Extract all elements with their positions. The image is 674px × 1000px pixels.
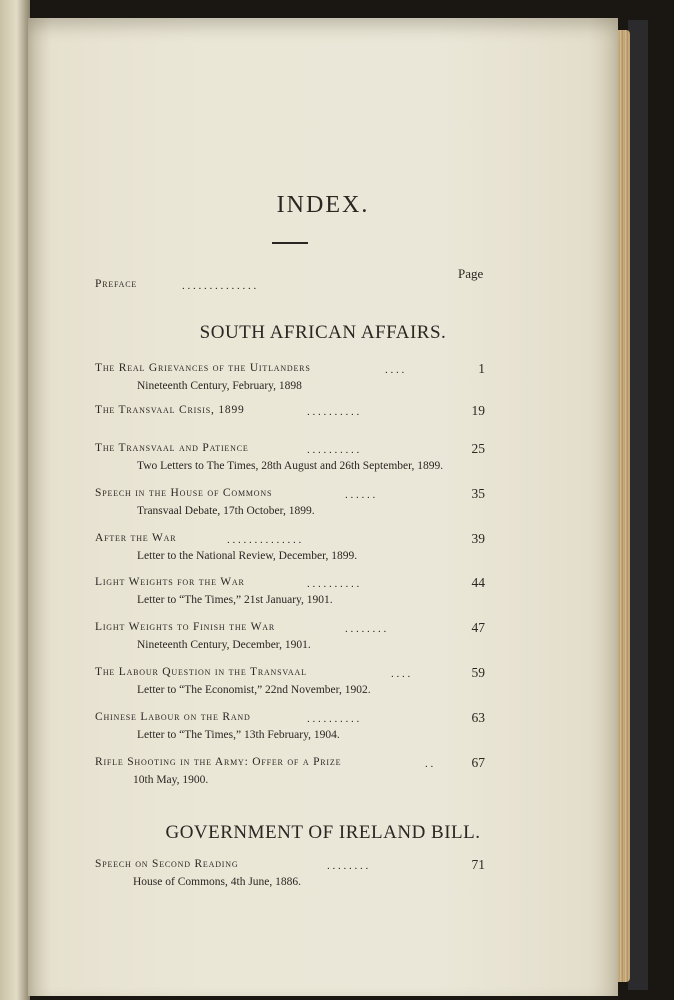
dot-leader: . . . . . . . . . . (307, 713, 360, 725)
entry-page-number: 1 (478, 361, 485, 376)
entry-page-number: 19 (471, 403, 485, 418)
entry-title: Light Weights for the War (95, 576, 245, 588)
dot-leader: . . . . . . . . (327, 860, 369, 872)
entry-page-number: 67 (471, 755, 485, 770)
entry-title: Chinese Labour on the Rand (95, 711, 251, 723)
entry-title: Light Weights to Finish the War (95, 621, 275, 633)
entry-subtitle: Letter to “The Economist,” 22nd November, 1902. (137, 684, 371, 696)
dot-leader: . . . . . . . . (345, 623, 387, 635)
left-page-edge (0, 0, 30, 1000)
entry-title: The Real Grievances of the Uitlanders (95, 362, 311, 374)
entry-page-number: 47 (471, 620, 485, 635)
entry-title: The Transvaal Crisis, 1899 (95, 404, 245, 416)
entry-title: Speech on Second Reading (95, 858, 239, 870)
entry-subtitle: Letter to the National Review, December, 1899. (137, 550, 358, 562)
entry-page-number: 35 (471, 486, 485, 501)
dot-leader: . . . . . . (345, 489, 376, 501)
title-rule (272, 242, 308, 244)
entry-subtitle: Nineteenth Century, February, 1898 (137, 380, 302, 392)
entry-title: The Transvaal and Patience (95, 442, 249, 454)
entry-subtitle: Letter to “The Times,” 13th February, 1904. (137, 729, 340, 741)
section-heading-south-african-affairs: SOUTH AFRICAN AFFAIRS. (199, 322, 447, 343)
dot-leader: . . . . . . . . . . (307, 578, 360, 590)
dot-leader: . . . . . . . . . . . . . . (182, 280, 257, 292)
entry-page-number: 39 (471, 531, 485, 546)
entry-page-number: 63 (471, 710, 485, 725)
dot-leader: . . . . (391, 668, 411, 680)
page-title: INDEX. (276, 192, 370, 218)
entry-subtitle: Letter to “The Times,” 21st January, 1901. (137, 594, 333, 606)
entry-title: The Labour Question in the Transvaal (95, 666, 307, 678)
dot-leader: . . . . . . . . . . (307, 444, 360, 456)
entry-page-number: 44 (471, 575, 485, 590)
dot-leader: . . . . (385, 364, 405, 376)
entry-subtitle: 10th May, 1900. (133, 774, 209, 786)
dot-leader: . . (425, 758, 434, 770)
entry-title: Speech in the House of Commons (95, 487, 273, 499)
index-page-content (28, 18, 618, 996)
entry-page-number: 59 (471, 665, 485, 680)
entry-title: Preface (95, 278, 138, 290)
entry-subtitle: Transvaal Debate, 17th October, 1899. (137, 505, 315, 517)
entry-title: After the War (95, 532, 177, 544)
entry-page-number: 25 (471, 441, 485, 456)
entry-subtitle: Nineteenth Century, December, 1901. (137, 639, 311, 651)
dot-leader: . . . . . . . . . . . . . . (227, 534, 302, 546)
dot-leader: . . . . . . . . . . (307, 406, 360, 418)
section-heading-government-of-ireland-bill: GOVERNMENT OF IRELAND BILL. (165, 822, 481, 843)
entry-title: Rifle Shooting in the Army: Offer of a Prize (95, 756, 342, 768)
book-cover-edge (628, 20, 648, 990)
entry-page-number: 71 (471, 857, 485, 872)
entry-subtitle: Two Letters to The Times, 28th August and 26th September, 1899. (137, 460, 444, 472)
entry-subtitle: House of Commons, 4th June, 1886. (133, 876, 302, 888)
page-column-label: Page (458, 266, 484, 281)
